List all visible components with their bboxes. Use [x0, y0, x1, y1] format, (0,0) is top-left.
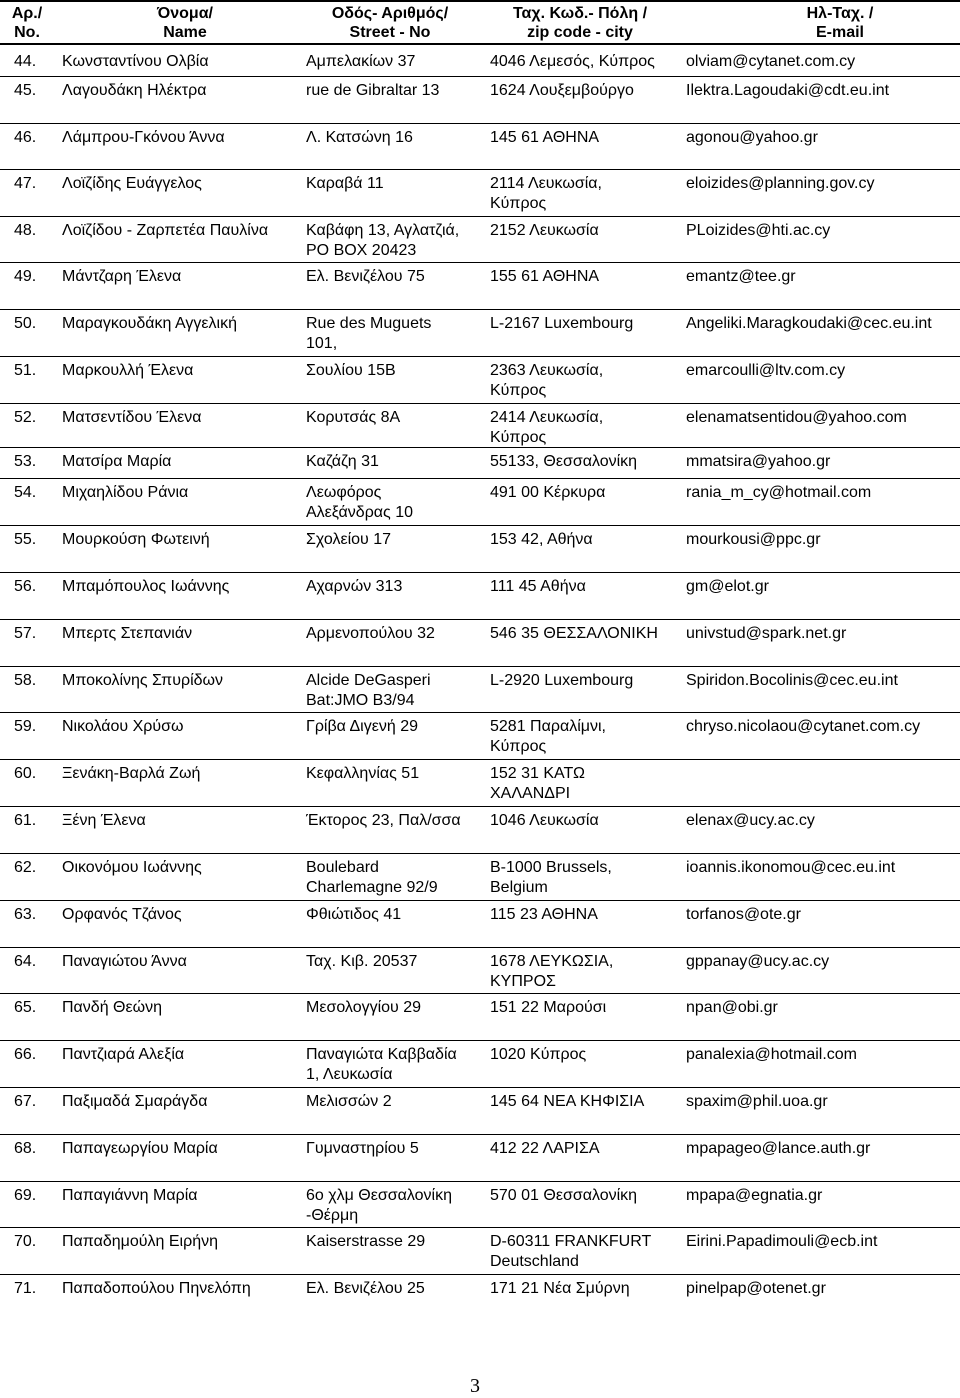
cell-email: elenax@ucy.ac.cy: [686, 812, 815, 829]
header-street: [300, 4, 480, 42]
header-email-line1: Ηλ-Ταχ. /: [806, 5, 874, 22]
header-top-rule: [0, 0, 960, 2]
cell-city: 145 61 ΑΘΗΝΑ: [490, 129, 600, 146]
cell-email: mpapageo@lance.auth.gr: [686, 1140, 871, 1157]
row-divider: [0, 525, 960, 526]
header-street-line1: Οδός- Αριθμός/: [331, 5, 449, 22]
cell-street: Αρμενοπούλου 32: [306, 625, 435, 642]
cell-street: Λ. Κατσώνη 16: [306, 129, 413, 146]
cell-name: Ξένη Έλενα: [62, 812, 146, 829]
cell-email: rania_m_cy@hotmail.com: [686, 484, 872, 501]
cell-city: B-1000 Brussels, Belgium: [490, 859, 612, 896]
cell-street: Ελ. Βενιζέλου 75: [306, 268, 425, 285]
cell-name: Μάντζαρη Έλενα: [62, 268, 182, 285]
cell-name: Παπαδημούλη Ειρήνη: [62, 1233, 219, 1250]
cell-email: ioannis.ikonomou@cec.eu.int: [686, 859, 896, 876]
cell-city: 152 31 ΚΑΤΩ ΧΑΛΑΝΔΡΙ: [490, 765, 585, 802]
cell-street: Καζάζη 31: [306, 453, 379, 470]
cell-city: L-2167 Luxembourg: [490, 315, 634, 332]
cell-num: 63.: [14, 906, 37, 923]
header-number-line1: Αρ./: [11, 5, 43, 22]
cell-street: Σχολείου 17: [306, 531, 392, 548]
cell-city: 1624 Λουξεμβούργο: [490, 82, 634, 99]
cell-name: Λαγουδάκη Ηλέκτρα: [62, 82, 207, 99]
cell-num: 70.: [14, 1233, 37, 1250]
cell-name: Μπερτς Στεπανιάν: [62, 625, 193, 642]
cell-num: 46.: [14, 129, 37, 146]
cell-name: Ματσίρα Μαρία: [62, 453, 172, 470]
cell-email: gm@elot.gr: [686, 578, 769, 595]
cell-email: panalexia@hotmail.com: [686, 1046, 857, 1063]
row-divider: [0, 619, 960, 620]
cell-email: Ilektra.Lagoudaki@cdt.eu.int: [686, 82, 890, 99]
cell-num: 57.: [14, 625, 37, 642]
cell-num: 66.: [14, 1046, 37, 1063]
cell-email: chryso.nicolaou@cytanet.com.cy: [686, 718, 921, 735]
cell-name: Μαρκουλλή Έλενα: [62, 362, 194, 379]
cell-num: 53.: [14, 453, 37, 470]
cell-street: Παναγιώτα Καββαδία 1, Λευκωσία: [306, 1046, 457, 1083]
cell-name: Μπαμόπουλος Ιωάννης: [62, 578, 230, 595]
cell-street: 6ο χλμ Θεσσαλονίκη -Θέρμη: [306, 1187, 452, 1224]
cell-city: 2414 Λευκωσία, Κύπρος: [490, 409, 604, 446]
row-divider: [0, 76, 960, 77]
cell-email: emarcoulli@ltv.com.cy: [686, 362, 846, 379]
cell-street: Αχαρνών 313: [306, 578, 403, 595]
cell-num: 69.: [14, 1187, 37, 1204]
header-email-line2: E-mail: [815, 24, 864, 41]
row-divider: [0, 1181, 960, 1182]
row-divider: [0, 1274, 960, 1275]
cell-street: Φθιώτιδος 41: [306, 906, 402, 923]
header-name-line2: Name: [163, 24, 207, 41]
header-street-line2: Street - No: [349, 24, 431, 41]
cell-email: Eirini.Papadimouli@ecb.int: [686, 1233, 878, 1250]
cell-name: Παπαδοπούλου Πηνελόπη: [62, 1280, 251, 1297]
cell-email: Angeliki.Maragkoudaki@cec.eu.int: [686, 315, 932, 332]
cell-num: 59.: [14, 718, 37, 735]
cell-name: Μουρκούση Φωτεινή: [62, 531, 210, 548]
cell-num: 47.: [14, 175, 37, 192]
header-number: [2, 4, 52, 42]
cell-street: Κεφαλληνίας 51: [306, 765, 420, 782]
header-name-line1: Όνομα/: [157, 5, 213, 22]
header-city-line1: Ταχ. Κωδ.- Πόλη /: [512, 5, 648, 22]
cell-email: PLoizides@hti.ac.cy: [686, 222, 831, 239]
row-divider: [0, 216, 960, 217]
cell-num: 50.: [14, 315, 37, 332]
header-city-line2: zip code - city: [527, 24, 633, 41]
row-divider: [0, 853, 960, 854]
row-divider: [0, 1087, 960, 1088]
cell-city: 412 22 ΛΑΡΙΣΑ: [490, 1140, 600, 1157]
cell-name: Ματσεντίδου Έλενα: [62, 409, 202, 426]
cell-name: Κωνσταντίνου Ολβία: [62, 53, 209, 70]
cell-name: Παναγιώτου Άννα: [62, 953, 187, 970]
cell-num: 71.: [14, 1280, 37, 1297]
row-divider: [0, 447, 960, 448]
cell-email: emantz@tee.gr: [686, 268, 796, 285]
row-divider: [0, 169, 960, 170]
cell-street: Γρίβα Διγενή 29: [306, 718, 418, 735]
cell-street: Έκτορος 23, Παλ/σσα: [306, 812, 461, 829]
cell-city: 2363 Λευκωσία, Κύπρος: [490, 362, 604, 399]
cell-city: 1046 Λευκωσία: [490, 812, 599, 829]
header-bottom-rule: [0, 43, 960, 45]
row-divider: [0, 123, 960, 124]
cell-num: 68.: [14, 1140, 37, 1157]
cell-street: Αμπελακίων 37: [306, 53, 416, 70]
cell-city: D-60311 FRANKFURT Deutschland: [490, 1233, 652, 1270]
cell-street: Ελ. Βενιζέλου 25: [306, 1280, 425, 1297]
row-divider: [0, 900, 960, 901]
cell-street: Καβάφη 13, Αγλατζιά, PO BOX 20423: [306, 222, 460, 259]
cell-email: univstud@spark.net.gr: [686, 625, 847, 642]
row-divider: [0, 947, 960, 948]
cell-email: torfanos@ote.gr: [686, 906, 801, 923]
cell-city: 1020 Κύπρος: [490, 1046, 587, 1063]
cell-email: agonou@yahoo.gr: [686, 129, 818, 146]
cell-city: 2114 Λευκωσία, Κύπρος: [490, 175, 602, 212]
cell-num: 54.: [14, 484, 37, 501]
cell-num: 65.: [14, 999, 37, 1016]
row-divider: [0, 572, 960, 573]
cell-num: 48.: [14, 222, 37, 239]
cell-email: npan@obi.gr: [686, 999, 778, 1016]
cell-name: Μιχαηλίδου Ράνια: [62, 484, 189, 501]
row-divider: [0, 309, 960, 310]
cell-street: Καραβά 11: [306, 175, 384, 192]
cell-email: elenamatsentidou@yahoo.com: [686, 409, 907, 426]
cell-name: Λοϊζίδου - Ζαρπετέα Παυλίνα: [62, 222, 269, 239]
cell-email: mpapa@egnatia.gr: [686, 1187, 823, 1204]
cell-email: olviam@cytanet.com.cy: [686, 53, 856, 70]
cell-name: Παντζιαρά Αλεξία: [62, 1046, 185, 1063]
cell-num: 58.: [14, 672, 37, 689]
page-number: 3: [470, 1375, 480, 1397]
cell-num: 56.: [14, 578, 37, 595]
cell-name: Παπαγιάννη Μαρία: [62, 1187, 198, 1204]
cell-city: 570 01 Θεσσαλονίκη: [490, 1187, 638, 1204]
row-divider: [0, 666, 960, 667]
table-header: [0, 0, 960, 44]
cell-city: 145 64 ΝΕΑ ΚΗΦΙΣΙΑ: [490, 1093, 645, 1110]
cell-street: Boulebard Charlemagne 92/9: [306, 859, 438, 896]
cell-email: pinelpap@otenet.gr: [686, 1280, 826, 1297]
cell-city: 153 42, Αθήνα: [490, 531, 593, 548]
cell-street: Λεωφόρος Αλεξάνδρας 10: [306, 484, 413, 521]
cell-city: 155 61 ΑΘΗΝΑ: [490, 268, 600, 285]
row-divider: [0, 806, 960, 807]
cell-num: 55.: [14, 531, 37, 548]
cell-city: 5281 Παραλίμνι, Κύπρος: [490, 718, 606, 755]
cell-num: 64.: [14, 953, 37, 970]
row-divider: [0, 262, 960, 263]
cell-city: 171 21 Νέα Σμύρνη: [490, 1280, 630, 1297]
row-divider: [0, 478, 960, 479]
cell-street: Kaiserstrasse 29: [306, 1233, 426, 1250]
cell-street: Ταχ. Κιβ. 20537: [306, 953, 418, 970]
cell-name: Λάμπρου-Γκόνου Άννα: [62, 129, 225, 146]
cell-street: Alcide DeGasperi Bat:JMO B3/94: [306, 672, 431, 709]
cell-num: 62.: [14, 859, 37, 876]
cell-street: Γυμναστηρίου 5: [306, 1140, 419, 1157]
cell-email: mmatsira@yahoo.gr: [686, 453, 831, 470]
cell-name: Παξιμαδά Σμαράγδα: [62, 1093, 208, 1110]
cell-street: Σουλίου 15Β: [306, 362, 396, 379]
cell-name: Μαραγκουδάκη Αγγελική: [62, 315, 237, 332]
row-divider: [0, 759, 960, 760]
cell-name: Νικολάου Χρύσω: [62, 718, 184, 735]
cell-name: Οικονόμου Ιωάννης: [62, 859, 202, 876]
row-divider: [0, 1227, 960, 1228]
cell-num: 45.: [14, 82, 37, 99]
cell-name: Μποκολίνης Σπυρίδων: [62, 672, 224, 689]
header-name: [95, 4, 275, 42]
cell-city: 55133, Θεσσαλονίκη: [490, 453, 638, 470]
cell-email: eloizides@planning.gov.cy: [686, 175, 875, 192]
header-city: [480, 4, 680, 42]
cell-city: 111 45 Αθήνα: [490, 578, 586, 595]
row-divider: [0, 403, 960, 404]
cell-city: 4046 Λεμεσός, Κύπρος: [490, 53, 655, 70]
cell-email: Spiridon.Bocolinis@cec.eu.int: [686, 672, 898, 689]
cell-num: 44.: [14, 53, 37, 70]
cell-email: spaxim@phil.uoa.gr: [686, 1093, 828, 1110]
cell-city: L-2920 Luxembourg: [490, 672, 634, 689]
cell-num: 51.: [14, 362, 37, 379]
cell-num: 49.: [14, 268, 37, 285]
cell-city: 2152 Λευκωσία: [490, 222, 599, 239]
row-divider: [0, 712, 960, 713]
cell-name: Λοϊζίδης Ευάγγελος: [62, 175, 202, 192]
cell-name: Παπαγεωργίου Μαρία: [62, 1140, 218, 1157]
row-divider: [0, 1134, 960, 1135]
cell-city: 491 00 Κέρκυρα: [490, 484, 606, 501]
cell-name: Πανδή Θεώνη: [62, 999, 163, 1016]
cell-name: Ορφανός Τζάνος: [62, 906, 182, 923]
row-divider: [0, 993, 960, 994]
cell-num: 61.: [14, 812, 37, 829]
cell-name: Ξενάκη-Βαρλά Ζωή: [62, 765, 201, 782]
cell-city: 1678 ΛΕΥΚΩΣΙΑ, ΚΥΠΡΟΣ: [490, 953, 614, 990]
cell-street: Rue des Muguets 101,: [306, 315, 432, 352]
cell-street: Μελισσών 2: [306, 1093, 392, 1110]
cell-num: 52.: [14, 409, 37, 426]
cell-city: 115 23 ΑΘΗΝΑ: [490, 906, 598, 923]
cell-num: 67.: [14, 1093, 37, 1110]
row-divider: [0, 1040, 960, 1041]
row-divider: [0, 356, 960, 357]
cell-num: 60.: [14, 765, 37, 782]
cell-city: 546 35 ΘΕΣΣΑΛΟΝΙΚΗ: [490, 625, 658, 642]
cell-email: gppanay@ucy.ac.cy: [686, 953, 830, 970]
cell-street: Μεσολογγίου 29: [306, 999, 422, 1016]
cell-street: rue de Gibraltar 13: [306, 82, 440, 99]
header-number-line2: No.: [14, 24, 40, 41]
header-email: [720, 4, 960, 42]
cell-email: mourkousi@ppc.gr: [686, 531, 821, 548]
cell-street: Κορυτσάς 8Α: [306, 409, 401, 426]
cell-city: 151 22 Μαρούσι: [490, 999, 607, 1016]
